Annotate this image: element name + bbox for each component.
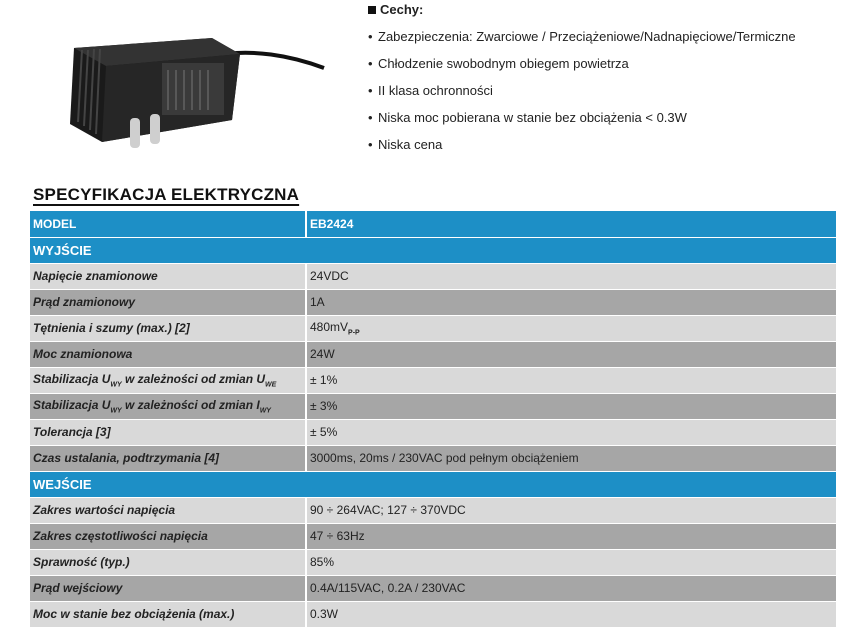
row-label: Moc w stanie bez obciążenia (max.) <box>30 601 306 627</box>
row-label: Moc znamionowa <box>30 341 306 367</box>
table-row <box>30 497 836 523</box>
row-label: Czas ustalania, podtrzymania [4] <box>30 445 306 471</box>
row-value: 85% <box>306 549 836 575</box>
row-label: Napięcie znamionowe <box>30 263 306 289</box>
table-row <box>30 445 836 471</box>
row-value: 24VDC <box>306 263 836 289</box>
section-title: SPECYFIKACJA ELEKTRYCZNA <box>33 185 300 204</box>
features-title-text: Cechy: <box>380 2 424 17</box>
section-row-output <box>30 237 836 263</box>
row-value: 1A <box>306 289 836 315</box>
table-row <box>30 263 836 289</box>
row-value: 3000ms, 20ms / 230VAC pod pełnym obciążeniem <box>306 445 836 471</box>
features-title <box>368 2 423 17</box>
table-row <box>30 523 836 549</box>
list-item: • Niska cena <box>368 137 443 152</box>
table-row <box>30 289 836 315</box>
table-row <box>30 341 836 367</box>
model-label: MODEL <box>30 211 306 237</box>
table-row <box>30 315 836 341</box>
table-row <box>30 419 836 445</box>
row-label: Prąd wejściowy <box>30 575 306 601</box>
row-value: 90 ÷ 264VAC; 127 ÷ 370VDC <box>306 497 836 523</box>
spec-table <box>30 211 836 628</box>
list-item: • Niska moc pobierana w stanie bez obciążenia < 0.3W <box>368 110 687 125</box>
row-value: ± 1% <box>306 367 836 393</box>
section-row-input <box>30 471 836 497</box>
row-label: Prąd znamionowy <box>30 289 306 315</box>
row-label: Zakres częstotliwości napięcia <box>30 523 306 549</box>
row-value: ± 3% <box>306 393 836 419</box>
section-input-label: WEJŚCIE <box>30 471 836 497</box>
row-label: Zakres wartości napięcia <box>30 497 306 523</box>
list-item: • Chłodzenie swobodnym obiegem powietrza <box>368 56 629 71</box>
table-row <box>30 393 836 419</box>
list-item: • Zabezpieczenia: Zwarciowe / Przeciążeniowe/Nadnapięciowe/Termiczne <box>368 29 796 44</box>
row-value: 24W <box>306 341 836 367</box>
table-row <box>30 367 836 393</box>
row-label: Stabilizacja $U_{WY}$ w zależności od zmian $U_{WE}$ <box>30 367 306 393</box>
row-value: 0.4A/115VAC, 0.2A / 230VAC <box>306 575 836 601</box>
row-label: Tolerancja [3] <box>30 419 306 445</box>
table-header-row <box>30 211 836 237</box>
row-label: Sprawność (typ.) <box>30 549 306 575</box>
row-value: $480mV_{P-P}$ <box>306 315 836 341</box>
square-bullet-icon <box>368 6 376 14</box>
power-adapter-image <box>62 18 332 156</box>
features-list <box>368 28 848 163</box>
row-label: Tętnienia i szumy (max.) [2] <box>30 315 306 341</box>
row-label: Stabilizacja $U_{WY}$ w zależności od zmian $I_{WY}$ <box>30 393 306 419</box>
model-value: EB2424 <box>306 211 836 237</box>
table-row <box>30 549 836 575</box>
section-output-label: WYJŚCIE <box>30 237 836 263</box>
row-value: ± 5% <box>306 419 836 445</box>
table-row <box>30 575 836 601</box>
table-row <box>30 601 836 627</box>
row-value: 0.3W <box>306 601 836 627</box>
list-item: • II klasa ochronności <box>368 83 493 98</box>
row-value: 47 ÷ 63Hz <box>306 523 836 549</box>
